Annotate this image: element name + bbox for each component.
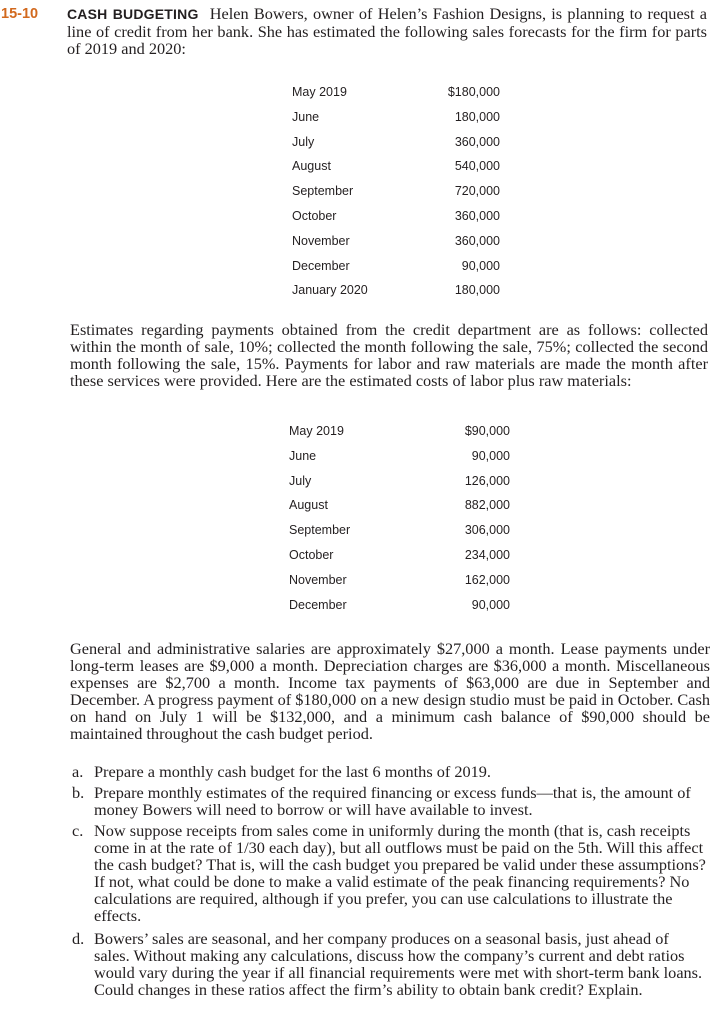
table-row (292, 85, 500, 110)
month-label: January 2020 (292, 283, 368, 298)
table-row (289, 523, 510, 548)
problem-number: 15-10 (1, 6, 39, 22)
month-label: October (292, 208, 337, 223)
month-label: September (289, 523, 351, 538)
month-label: June (292, 109, 320, 124)
month-label: May 2019 (289, 424, 344, 438)
amount-value: $90,000 (464, 424, 510, 438)
month-label: August (289, 498, 328, 513)
question-c (72, 822, 708, 924)
question-letter: a. (72, 762, 84, 781)
month-label: June (289, 448, 317, 463)
amount-value: 90,000 (461, 258, 500, 273)
payments-paragraph: Estimates regarding payments obtained from the credit department are as follows: collected within the month of sale, 10%; collected the month following the sale, 75%; collected the second month following the sale, 15%. Payments for labor and raw materials are made the month after these services were provided. Here are the estimated costs of labor plus raw materials: (70, 320, 708, 390)
month-label: July (289, 473, 312, 488)
table-row (292, 135, 500, 160)
amount-value: 360,000 (454, 208, 500, 223)
table-row (289, 498, 510, 523)
table-row (289, 474, 510, 499)
table-row (289, 424, 510, 449)
table-row (292, 159, 500, 184)
amount-value: 180,000 (454, 283, 500, 298)
question-text: Now suppose receipts from sales come in uniformly during the month (that is, cash receipts come in at the rate of 1/30 each day), but all outflows must be paid on the 5th. Will this affect the cash budget? That is, will the cash budget you prepared be valid under these assumptions? If not, what could be done to make a valid estimate of the peak financing requirements? No calculations are required, although if you prefer, you can use calculations to illustrate the effects. (94, 821, 706, 925)
table-row (292, 259, 500, 284)
month-label: September (292, 184, 354, 199)
question-letter: c. (72, 821, 84, 840)
amount-value: 882,000 (464, 498, 510, 513)
table-row (289, 449, 510, 474)
labor-cost-table (289, 424, 510, 622)
table-row (289, 573, 510, 598)
month-label: December (289, 597, 347, 612)
amount-value: 306,000 (464, 523, 510, 538)
month-label: November (289, 572, 347, 587)
month-label: October (289, 547, 334, 562)
amount-value: 360,000 (454, 134, 500, 149)
table-row (292, 110, 500, 135)
amount-value: 90,000 (471, 448, 510, 463)
amount-value: 162,000 (464, 572, 510, 587)
amount-value: 180,000 (454, 109, 500, 124)
month-label: May 2019 (292, 85, 347, 99)
question-text: Prepare monthly estimates of the required financing or excess funds—that is, the amount of money Bowers will need to borrow or will have available to invest. (94, 783, 691, 819)
amount-value: 540,000 (454, 159, 500, 174)
question-text: Bowers’ sales are seasonal, and her company produces on a seasonal basis, just ahead of sales. Without making any calculations, discuss how the company’s current and debt ratios would vary during the year if all financial requirements were met with short-term bank loans. Could changes in these ratios affect the firm’s ability to obtain bank credit? Explain. (94, 929, 703, 999)
amount-value: 126,000 (464, 473, 510, 488)
month-label: December (292, 258, 350, 273)
amount-value: 360,000 (454, 233, 500, 248)
question-b (72, 784, 708, 818)
month-label: August (292, 159, 331, 174)
general-expenses-paragraph: General and administrative salaries are approximately $27,000 a month. Lease payments under long-term leases are $9,000 a month. Depreciation charges are $36,000 a month. Miscellaneous expenses are $2,700 a month. Income tax payments of $63,000 are due in September and December. A progress payment of $180,000 on a new design studio must be paid in October. Cash on hand on July 1 will be $132,000, and a minimum cash balance of $90,000 should be maintained throughout the cash budget period. (70, 639, 710, 743)
amount-value: 720,000 (454, 184, 500, 199)
month-label: November (292, 233, 350, 248)
intro-text: Helen Bowers, owner of Helen’s Fashion Designs, is planning to request a line of credit from her bank. She has estimated the following sales forecasts for the firm for parts of 2019 and 2020: (67, 4, 708, 58)
problem-heading: CASH BUDGETING (67, 6, 199, 22)
table-row (289, 598, 510, 623)
table-row (289, 548, 510, 573)
table-row (292, 283, 500, 308)
amount-value: 234,000 (464, 547, 510, 562)
sales-forecast-table (292, 85, 500, 308)
question-d (72, 930, 708, 998)
table-row (292, 209, 500, 234)
question-text: Prepare a monthly cash budget for the last 6 months of 2019. (94, 762, 491, 781)
problem-intro (67, 5, 707, 57)
question-letter: b. (72, 783, 85, 802)
month-label: July (292, 134, 315, 149)
table-row (292, 184, 500, 209)
table-row (292, 234, 500, 259)
amount-value: $180,000 (447, 85, 500, 99)
amount-value: 90,000 (471, 597, 510, 612)
question-letter: d. (72, 929, 85, 948)
question-a (72, 763, 708, 780)
